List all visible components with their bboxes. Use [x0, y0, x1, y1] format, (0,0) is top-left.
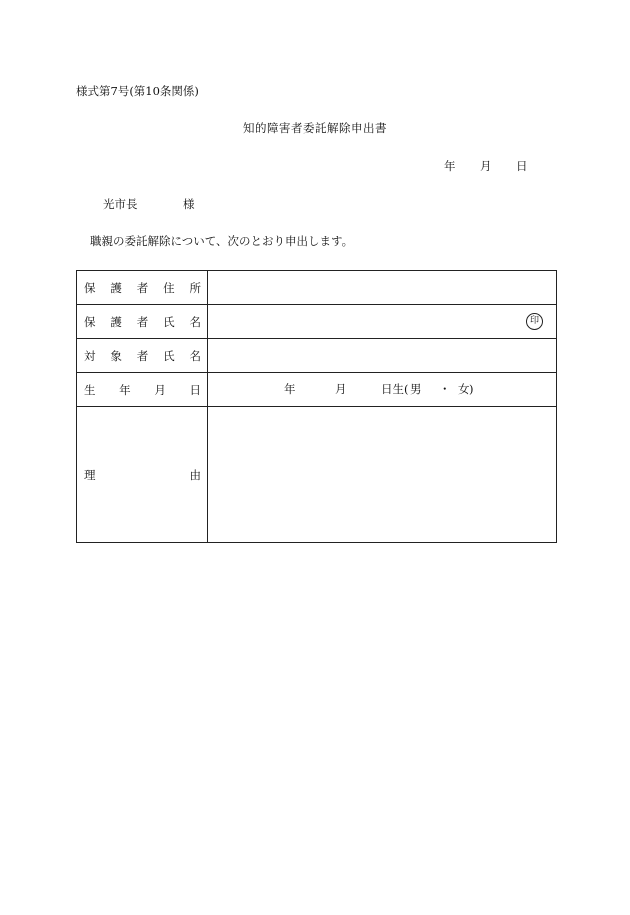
application-table	[76, 270, 557, 543]
subject-name-field[interactable]	[208, 339, 557, 373]
birthdate-row	[77, 373, 557, 407]
gender-separator: ・	[439, 382, 451, 396]
guardian-name-label	[77, 305, 208, 339]
birthdate-field[interactable]	[208, 373, 557, 407]
guardian-name-field[interactable]	[208, 305, 557, 339]
reason-label	[77, 407, 208, 543]
label-char: 日	[189, 382, 201, 397]
form-number: 様式第7号(第10条関係)	[76, 84, 199, 98]
label-char: 名	[189, 348, 201, 363]
label-char: 者	[136, 314, 149, 329]
gender-female-option[interactable]: 女	[458, 382, 470, 396]
label-char: 生	[84, 382, 96, 397]
intro-text: 職親の委託解除について、次のとおり申出します。	[90, 234, 354, 248]
label-char: 保	[84, 314, 96, 329]
label-char: 年	[119, 382, 131, 397]
label-char: 氏	[163, 348, 175, 363]
birthdate-day-label: 日生(	[381, 382, 409, 396]
birthdate-label	[77, 373, 208, 407]
label-char: 護	[110, 280, 122, 295]
guardian-address-label	[77, 271, 208, 305]
label-char: 者	[136, 348, 149, 363]
date-month-label: 月	[480, 159, 492, 173]
label-char: 対	[84, 348, 96, 363]
label-char: 理	[84, 467, 96, 482]
label-char: 住	[163, 280, 175, 295]
birthdate-year-label: 年	[284, 382, 296, 396]
seal-mark-icon: 印	[526, 313, 543, 330]
gender-close-paren: )	[469, 382, 474, 396]
date-day-label: 日	[516, 159, 528, 173]
guardian-address-row	[77, 271, 557, 305]
reason-field[interactable]	[208, 407, 557, 543]
label-char: 者	[136, 280, 149, 295]
addressee-honorific: 様	[183, 197, 195, 211]
guardian-address-field[interactable]	[208, 271, 557, 305]
label-char: 所	[189, 280, 201, 295]
guardian-name-row	[77, 305, 557, 339]
label-char: 保	[84, 280, 96, 295]
label-char: 由	[189, 467, 201, 482]
label-char: 月	[154, 382, 166, 397]
subject-name-row	[77, 339, 557, 373]
gender-male-option[interactable]: 男	[410, 382, 422, 396]
subject-name-label	[77, 339, 208, 373]
label-char: 象	[110, 348, 122, 363]
date-year-label: 年	[444, 159, 456, 173]
label-char: 氏	[163, 314, 175, 329]
reason-row	[77, 407, 557, 543]
birthdate-month-label: 月	[335, 382, 347, 396]
label-char: 護	[110, 314, 122, 329]
label-char: 名	[189, 314, 201, 329]
document-title: 知的障害者委託解除申出書	[243, 121, 387, 135]
addressee-name: 光市長	[103, 197, 138, 211]
